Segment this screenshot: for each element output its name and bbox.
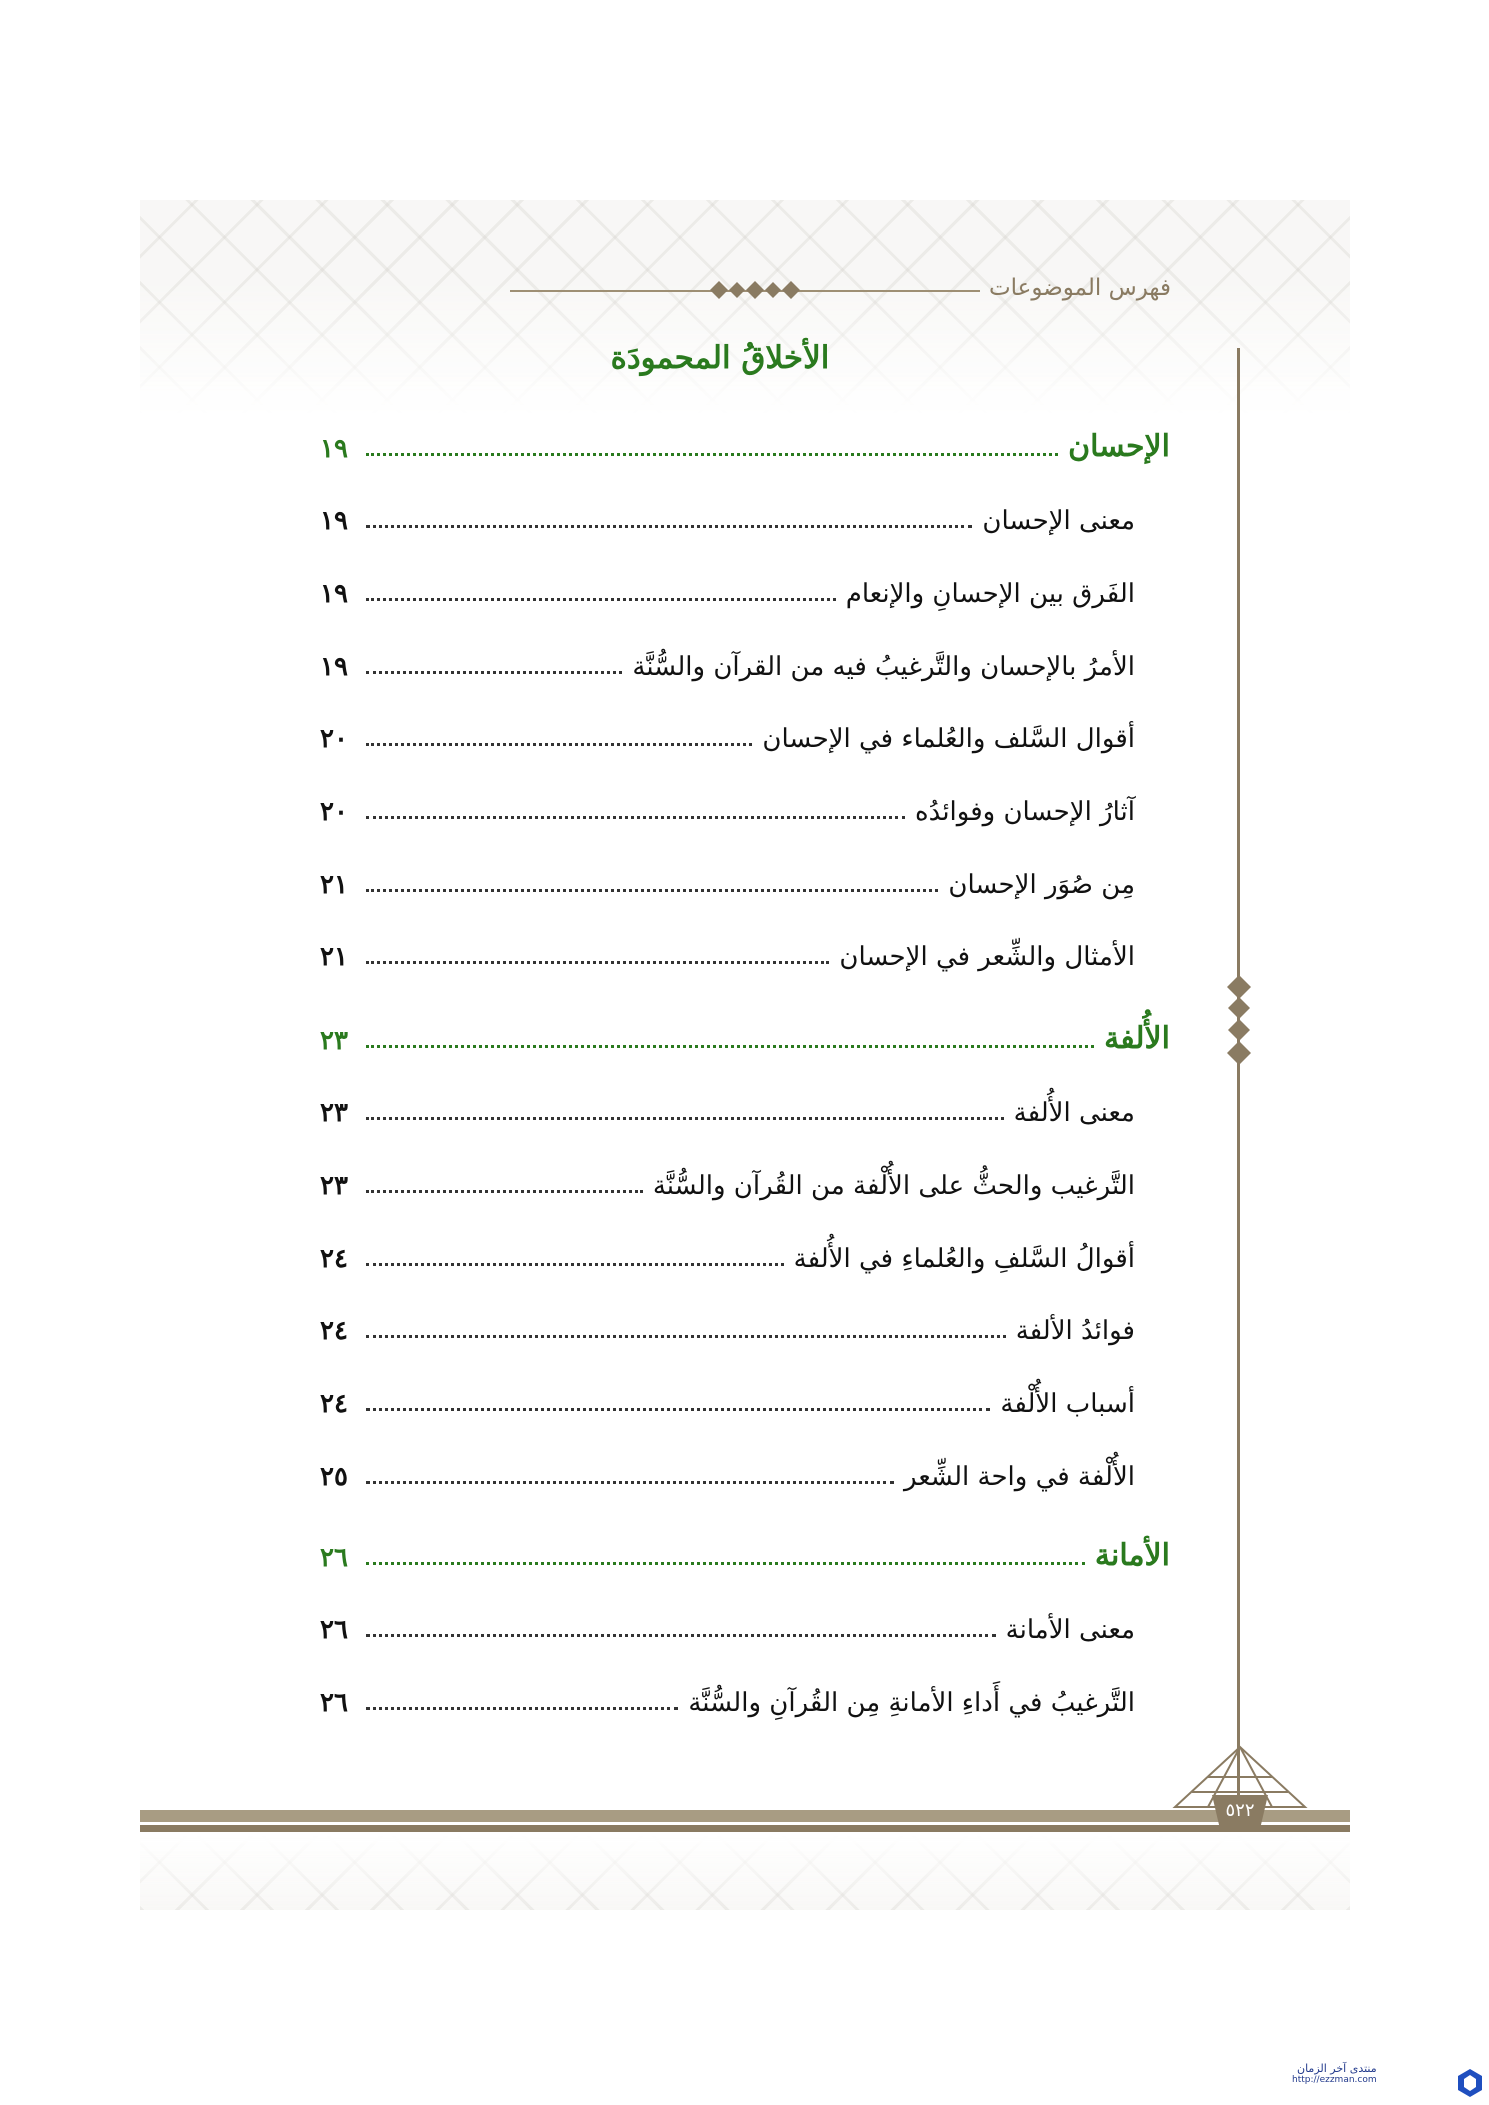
leader-dots: [366, 1335, 1006, 1338]
leader-dots: [366, 816, 905, 819]
toc-row: [320, 781, 1135, 827]
toc-page-number: ٢٤: [320, 1389, 348, 1419]
toc-entry-title: الأمثال والشِّعر في الإحسان: [839, 942, 1135, 972]
leader-dots: [366, 1707, 678, 1710]
toc-page-number: ٢٣: [320, 1098, 348, 1128]
toc-page-number: ٢٠: [320, 797, 348, 827]
toc-page-number: ٢٦: [320, 1615, 348, 1645]
toc-row: [320, 926, 1135, 972]
toc-row: [320, 1228, 1135, 1274]
watermark-url: http://ezzman.com: [1292, 2075, 1377, 2085]
toc-entry-title: الأُلْفة في واحة الشِّعر: [904, 1462, 1135, 1492]
leader-dots: [366, 525, 972, 528]
toc-row: [320, 636, 1135, 682]
toc-row: [320, 1599, 1135, 1645]
forum-watermark: [1292, 2062, 1377, 2085]
frame-vertical-line: [1237, 348, 1240, 1798]
toc-entry-title: فوائدُ الألفة: [1015, 1316, 1135, 1346]
toc-entry-title: التَّرغيبُ في أَداءِ الأمانةِ مِن القُرآنِ والسُّنَّة: [688, 1688, 1135, 1718]
leader-dots: [366, 1562, 1085, 1565]
watermark-name: منتدى آخر الزمان: [1297, 2062, 1377, 2075]
toc-entry-title: الأمرُ بالإحسان والتَّرغيبُ فيه من القرآن والسُّنَّة: [632, 652, 1135, 682]
toc-entry-title: أقوالُ السَّلفِ والعُلماءِ في الأُلفة: [793, 1244, 1135, 1274]
toc-row: [320, 563, 1135, 609]
toc-row: [320, 1010, 1170, 1056]
page-title: الأخلاقُ المحمودَة: [610, 340, 830, 376]
leader-dots: [366, 1408, 990, 1411]
toc-page-number: ١٩: [320, 434, 348, 464]
header-ornament: [710, 281, 800, 299]
toc-row: [320, 1082, 1135, 1128]
leader-dots: [366, 743, 752, 746]
footer-bar: [140, 1810, 1350, 1822]
toc-page-number: ٢٣: [320, 1026, 348, 1056]
leader-dots: [366, 889, 938, 892]
leader-dots: [366, 1481, 894, 1484]
toc-page-number: ٢٥: [320, 1462, 348, 1492]
toc-entry-title: معنى الأمانة: [1005, 1615, 1135, 1645]
footer-bar-dark: [140, 1825, 1350, 1832]
leader-dots: [366, 1190, 643, 1193]
toc-page-number: ١٩: [320, 579, 348, 609]
toc-page-number: ٢٤: [320, 1244, 348, 1274]
toc-entry-title: آثارُ الإحسان وفوائدُه: [915, 797, 1135, 827]
toc-entry-title: التَّرغيب والحثُّ على الأُلْفة من القُرآن والسُّنَّة: [652, 1171, 1135, 1201]
toc-entry-title: أقوال السَّلف والعُلماء في الإحسان: [762, 724, 1135, 754]
toc-row: [320, 490, 1135, 536]
toc-page-number: ٢٠: [320, 724, 348, 754]
leader-dots: [366, 671, 622, 674]
leader-dots: [366, 1045, 1094, 1048]
toc-row: [320, 854, 1135, 900]
toc-entry-title: الفَرق بين الإحسانِ والإنعام: [845, 579, 1135, 609]
toc-page-number: ٢٦: [320, 1543, 348, 1573]
toc-page-number: ٢١: [320, 942, 348, 972]
toc-page-number: ٢٣: [320, 1171, 348, 1201]
toc-entry-title: مِن صُوَر الإحسان: [948, 870, 1135, 900]
toc-entry-title: أسباب الأُلْفة: [1000, 1389, 1135, 1419]
leader-dots: [366, 1634, 996, 1637]
leader-dots: [366, 453, 1058, 456]
leader-dots: [366, 598, 836, 601]
footer-pattern: [140, 1835, 1350, 1910]
running-header: فهرس الموضوعات: [988, 275, 1171, 301]
toc-entry-title: الأُلفة: [1104, 1021, 1170, 1056]
toc-entry-title: الإحسان: [1068, 429, 1170, 464]
toc-entry-title: معنى الأُلفة: [1013, 1098, 1135, 1128]
toc-row: [320, 1672, 1135, 1718]
toc-page-number: ٢٤: [320, 1316, 348, 1346]
page-number: ٥٢٢: [1225, 1800, 1255, 1821]
toc-page-number: ١٩: [320, 652, 348, 682]
toc-row: [320, 1300, 1135, 1346]
toc-row: [320, 1155, 1135, 1201]
leader-dots: [366, 1117, 1004, 1120]
toc-page-number: ٢٦: [320, 1688, 348, 1718]
toc-page-number: ٢١: [320, 870, 348, 900]
toc-row: [320, 708, 1135, 754]
toc-row: [320, 418, 1170, 464]
frame-ornament: [1226, 975, 1252, 1065]
toc-page-number: ١٩: [320, 506, 348, 536]
toc-entry-title: الأمانة: [1094, 1538, 1170, 1573]
header-pattern: [140, 200, 1350, 415]
toc-row: [320, 1527, 1170, 1573]
toc-row: [320, 1373, 1135, 1419]
toc-row: [320, 1446, 1135, 1492]
leader-dots: [366, 1263, 784, 1266]
leader-dots: [366, 961, 829, 964]
toc-entry-title: معنى الإحسان: [982, 506, 1135, 536]
shield-icon: [1456, 2068, 1484, 2098]
